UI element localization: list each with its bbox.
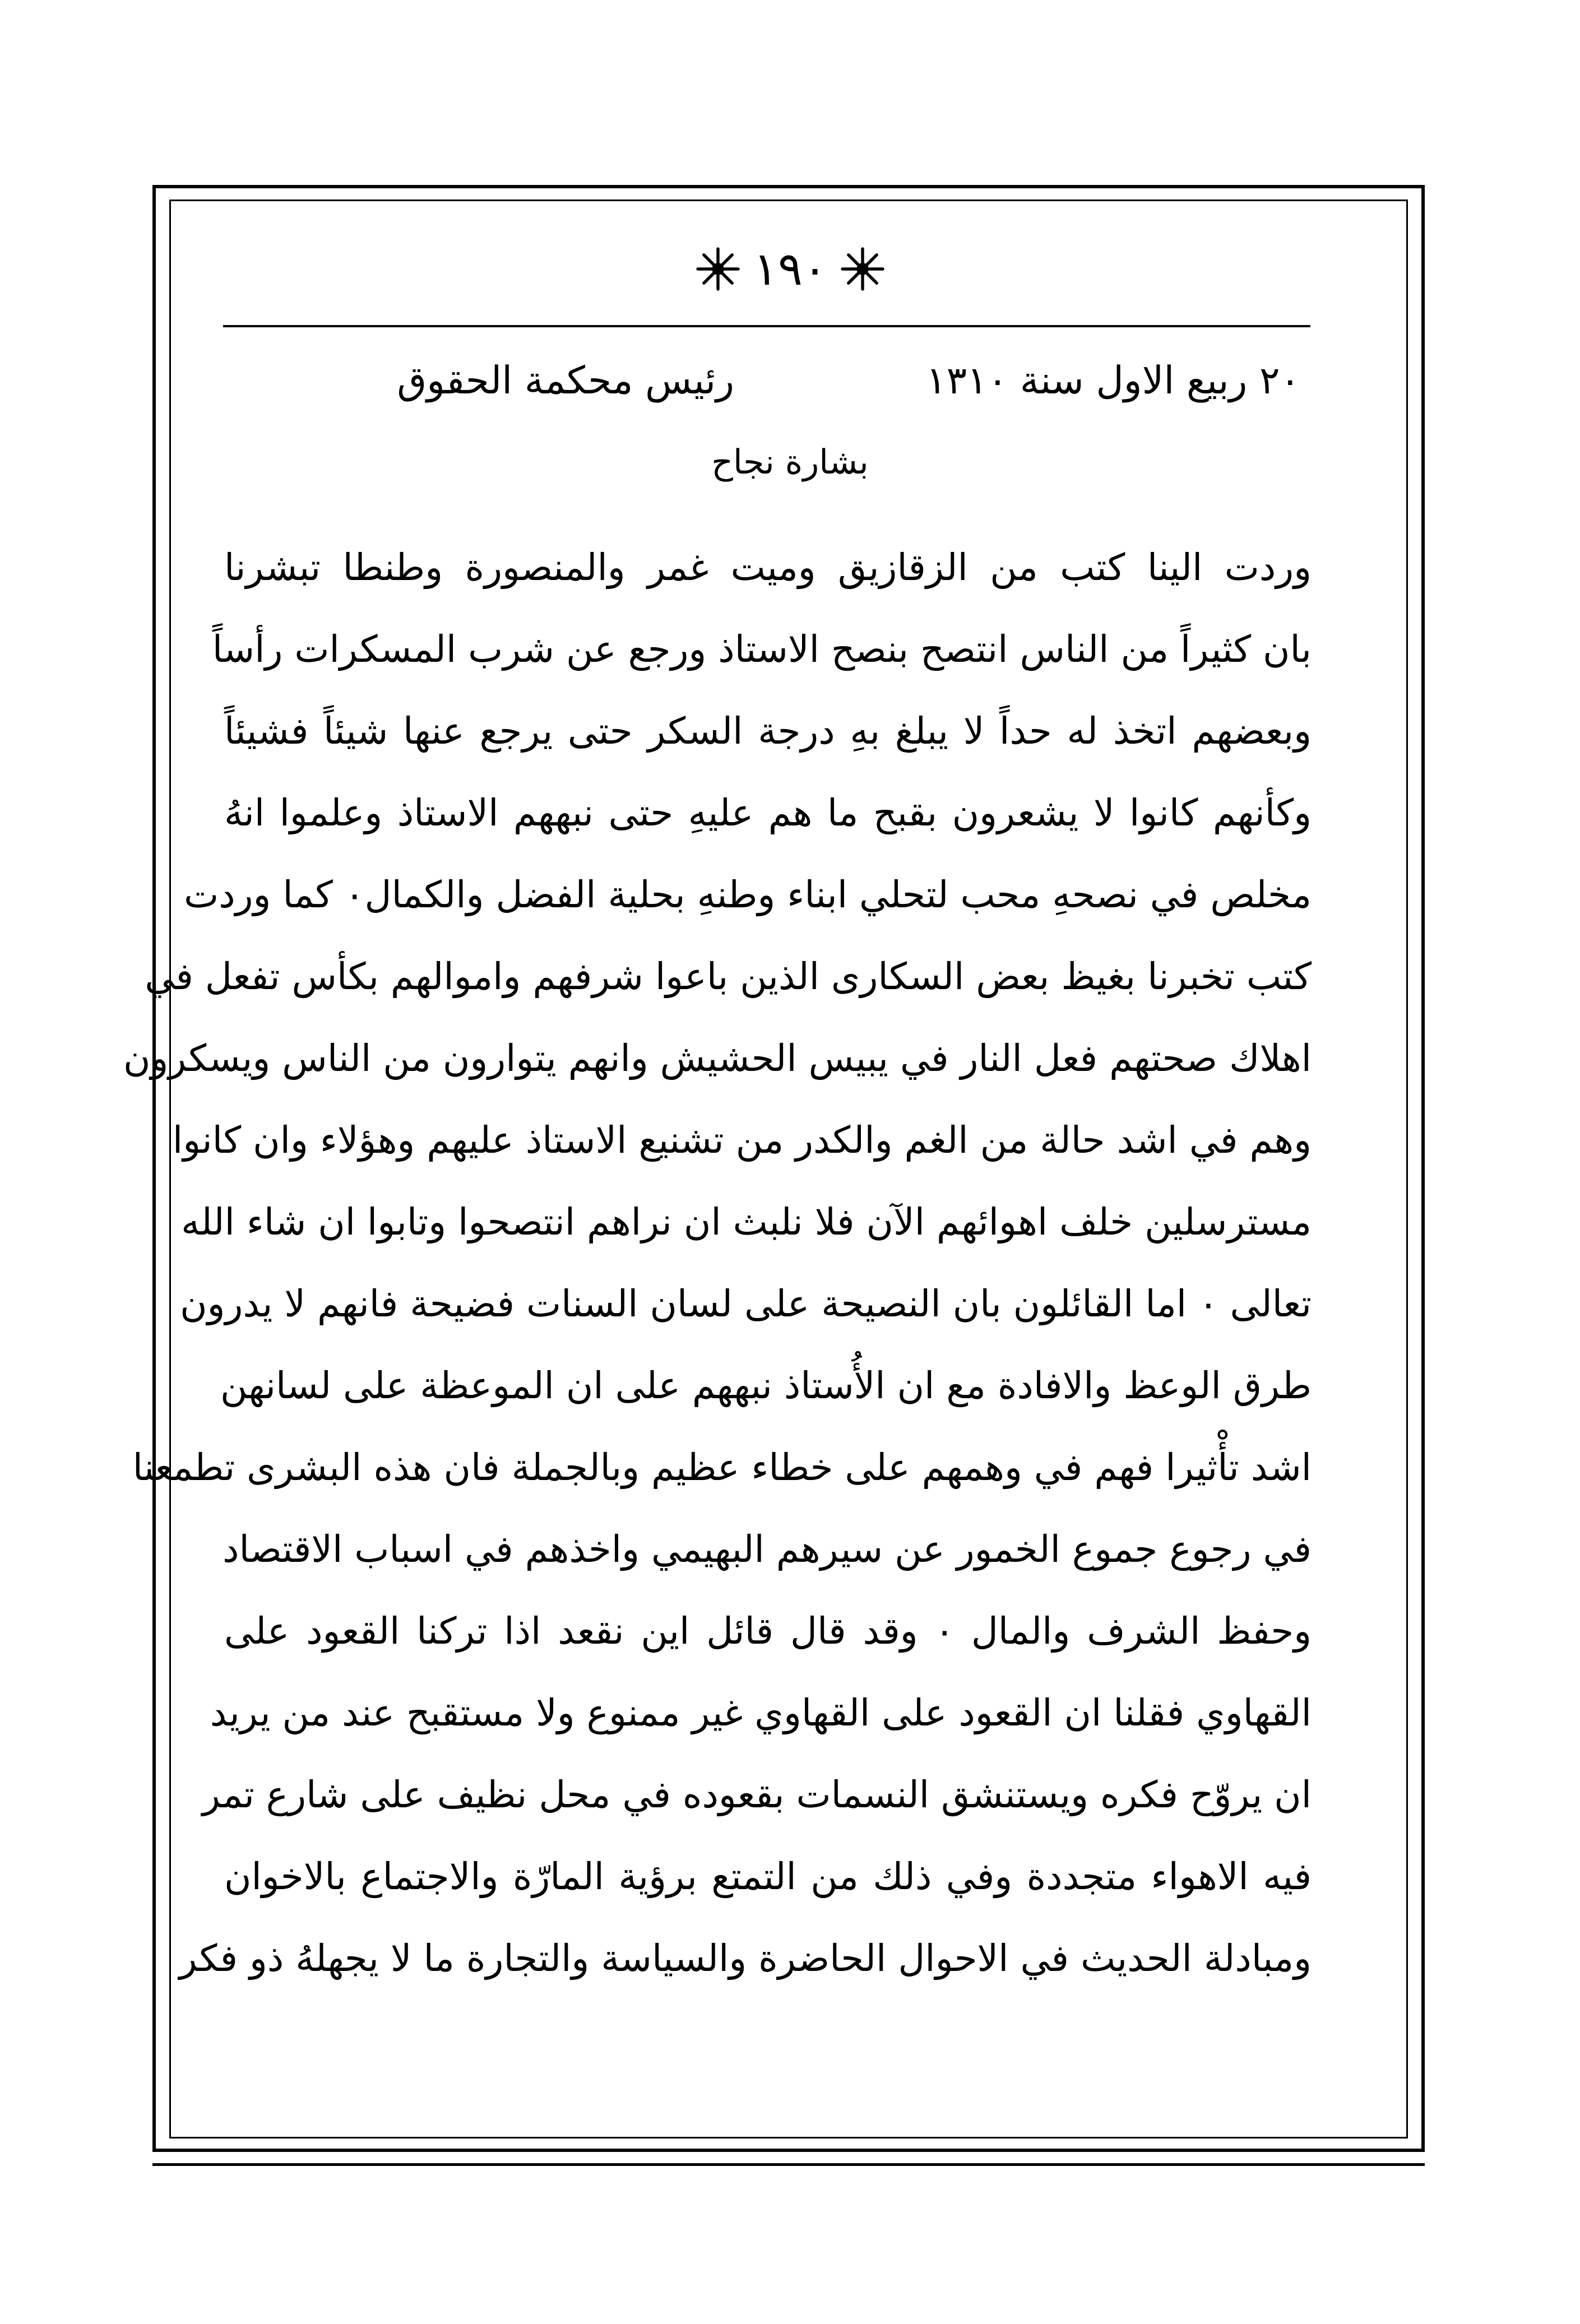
floral-ornament-icon [837,244,888,294]
page-number: ١٩٠ [753,242,828,296]
body-line: وكأنهم كانوا لا يشعرون بقبح ما هم عليهِ حتى نبههم الاستاذ وعلموا انهُ [224,791,1312,834]
body-line: وبعضهم اتخذ له حداً لا يبلغ بهِ درجة السكر حتى يرجع عنها شيئاً فشيئاً [224,709,1312,753]
page-number-header [617,235,964,303]
body-line: مخلص في نصحهِ محب لتحلي ابناء وطنهِ بحلية الفضل والكمال٠ كما وردت [184,873,1312,916]
floral-ornament-icon [693,244,743,294]
body-line: فيه الاهواء متجددة وفي ذلك من التمتع برؤية المارّة والاجتماع بالاخوان [224,1855,1312,1898]
body-line: طرق الوعظ والافادة مع ان الأُستاذ نبههم على ان الموعظة على لسانهن [220,1364,1312,1407]
body-line: في رجوع جموع الخمور عن سيرهم البهيمي واخذهم في اسباب الاقتصاد [223,1528,1312,1571]
section-title: بشارة نجاح [711,443,869,482]
official-title: رئيس محكمة الحقوق [397,359,734,403]
body-line: وحفظ الشرف والمال ٠ وقد قال قائل اين نقعد اذا تركنا القعود على [224,1609,1312,1653]
body-line: اهلاك صحتهم فعل النار في يبيس الحشيش وانهم يتوارون من الناس ويسكرون [123,1037,1312,1080]
article-body [123,527,1312,2000]
header-divider [223,325,1310,327]
body-line: مسترسلين خلف اهوائهم الآن فلا نلبث ان نراهم انتصحوا وتابوا ان شاء الله [181,1200,1312,1244]
footer-rule [152,2163,1425,2166]
body-line: وردت الينا كتب من الزقازيق وميت غمر والمنصورة وطنطا تبشرنا [224,546,1312,589]
body-line: تعالى ٠ اما القائلون بان النصيحة على لسان السنات فضيحة فانهم لا يدرون [180,1282,1312,1325]
body-line: بان كثيراً من الناس انتصح بنصح الاستاذ ورجع عن شرب المسكرات رأساً [212,628,1312,671]
body-line: كتب تخبرنا بغيظ بعض السكارى الذين باعوا شرفهم واموالهم بكأس تفعل في [145,955,1312,998]
signature-line [235,359,1300,426]
body-line: ان يروّح فكره ويستنشق النسمات بقعوده في محل نظيف على شارع تمر [202,1773,1312,1816]
body-line: اشد تأْثيرا فهم في وهمهم على خطاء عظيم وبالجملة فان هذه البشرى تطمعنا [132,1446,1312,1489]
issue-date: ٢٠ ربيع الاول سنة ١٣١٠ [926,359,1300,403]
body-line: القهاوي فقلنا ان القعود على القهاوي غير ممنوع ولا مستقبح عند من يريد [210,1691,1312,1734]
body-line: وهم في اشد حالة من الغم والكدر من تشنيع الاستاذ عليهم وهؤلاء وان كانوا [172,1119,1312,1162]
body-line: ومبادلة الحديث في الاحوال الحاضرة والسياسة والتجارة ما لا يجهلهُ ذو فكر [179,1937,1312,1980]
